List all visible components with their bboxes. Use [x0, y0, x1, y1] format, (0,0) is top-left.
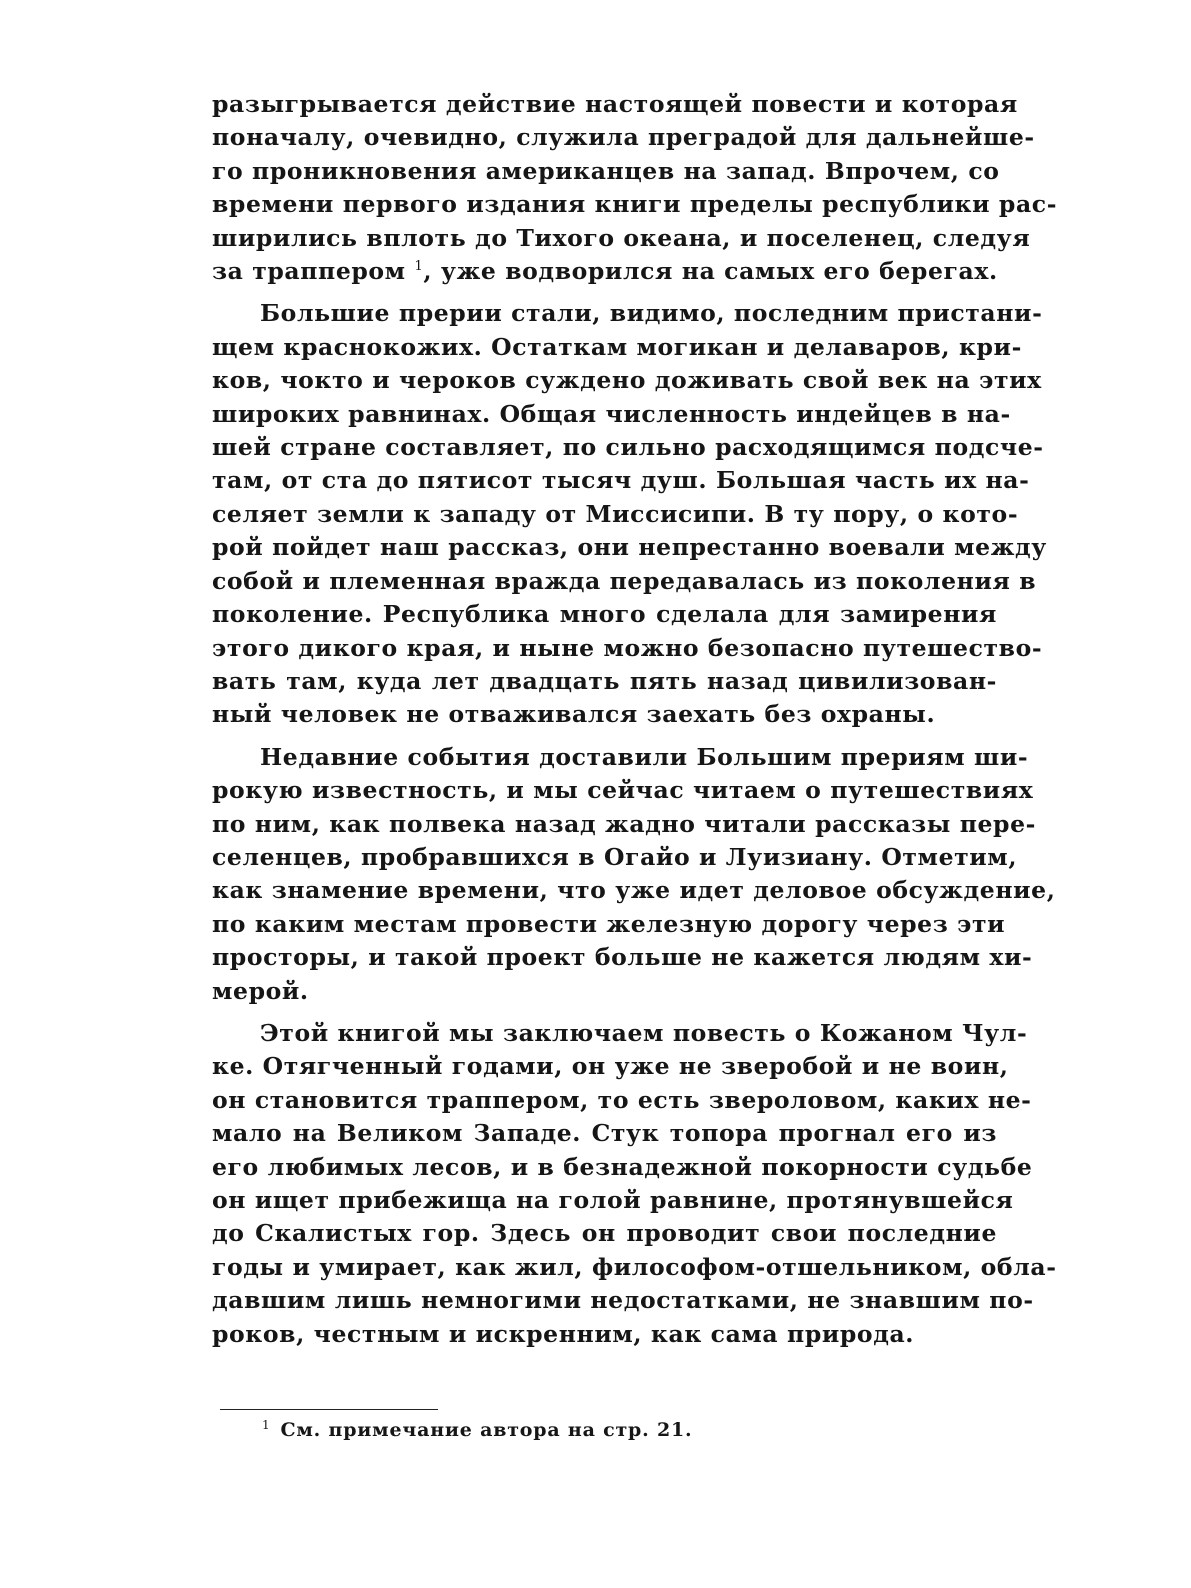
text-line: до Скалистых гор. Здесь он проводит свои последние: [212, 1219, 997, 1248]
paragraph-gap: [212, 1008, 997, 1017]
text-line: ке. Отягченный годами, он уже не зверобой и не воин,: [212, 1052, 1009, 1081]
paragraph-last-line: мерой.: [212, 976, 309, 1005]
text-line: го проникновения американцев на запад. Впрочем, со: [212, 156, 1000, 185]
text-line: как знамение времени, что уже идет деловое обсуждение,: [212, 876, 1056, 905]
text-line: вать там, куда лет двадцать пять назад цивилизован-: [212, 666, 997, 695]
text-line: годы и умирает, как жил, философом-отшельником, обла-: [212, 1252, 1057, 1281]
text-line: времени первого издания книги пределы республики рас-: [212, 190, 1058, 219]
line-text-after-ref: , уже водворился на самых его берегах.: [423, 257, 998, 286]
footnote: [262, 1418, 692, 1441]
body-text: [212, 88, 1058, 1351]
text-line: разыгрывается действие настоящей повести и которая: [212, 90, 1018, 118]
paragraph-last-line: ный человек не отваживался заехать без охраны.: [212, 700, 936, 729]
paragraph-first-line: Этой книгой мы заключаем повесть о Кожаном Чул-: [260, 1018, 1028, 1047]
text-line: селяет земли к западу от Миссисипи. В ту пору, о кото-: [212, 499, 1019, 528]
text-line: ширились вплоть до Тихого океана, и поселенец, следуя: [212, 223, 1031, 252]
footnote-text: См. примечание автора на стр. 21.: [280, 1419, 693, 1441]
text-line: он ищет прибежища на голой равнине, протянувшейся: [212, 1186, 1014, 1214]
paragraph-first-line: Недавние события доставили Большим прериям ши-: [260, 742, 1029, 771]
paragraph-gap: [212, 732, 997, 741]
text-line: он становится траппером, то есть звероловом, каких не-: [212, 1085, 1032, 1114]
text-line: по ним, как полвека назад жадно читали рассказы пере-: [212, 809, 1036, 838]
text-line: рой пойдет наш рассказ, они непрестанно воевали между: [212, 533, 1047, 562]
text-line: его любимых лесов, и в безнадежной покорности судьбе: [212, 1152, 1033, 1181]
text-line: рокую известность, и мы сейчас читаем о путешествиях: [212, 776, 1034, 805]
footnote-divider: [220, 1409, 438, 1410]
text-line: давшим лишь немногими недостатками, не знавшим по-: [212, 1286, 1034, 1315]
line-text-before-ref: за траппером: [212, 257, 415, 286]
text-line: ков, чокто и чероков суждено доживать свой век на этих: [212, 366, 1042, 395]
text-line: поколение. Республика много сделала для замирения: [212, 600, 997, 629]
text-line: по каким местам провести железную дорогу через эти: [212, 909, 1006, 938]
paragraph-gap: [212, 288, 997, 297]
text-line: просторы, и такой проект больше не кажется людям хи-: [212, 943, 1033, 972]
text-line: этого дикого края, и ныне можно безопасно путешество-: [212, 633, 1043, 662]
footnote-mark: 1: [262, 1418, 271, 1432]
paragraph-last-line: роков, честным и искренним, как сама природа.: [212, 1319, 915, 1348]
text-line-with-footnote-ref: [212, 255, 997, 288]
text-line: широких равнинах. Общая численность индейцев в на-: [212, 399, 1011, 428]
text-line: селенцев, пробравшихся в Огайо и Луизиану. Отметим,: [212, 842, 1018, 871]
text-line: поначалу, очевидно, служила преградой для дальнейше-: [212, 123, 1035, 152]
text-line: мало на Великом Западе. Стук топора прогнал его из: [212, 1119, 997, 1148]
text-line: там, от ста до пятисот тысяч душ. Большая часть их на-: [212, 466, 1030, 495]
paragraph-first-line: Большие прерии стали, видимо, последним пристани-: [260, 299, 1043, 328]
text-line: шей стране составляет, по сильно расходящимся подсче-: [212, 433, 1044, 462]
footnote-reference: 1: [414, 259, 424, 275]
text-line: собой и племенная вражда передавалась из поколения в: [212, 566, 1037, 595]
text-line: щем краснокожих. Остаткам могикан и делаваров, кри-: [212, 332, 1022, 361]
